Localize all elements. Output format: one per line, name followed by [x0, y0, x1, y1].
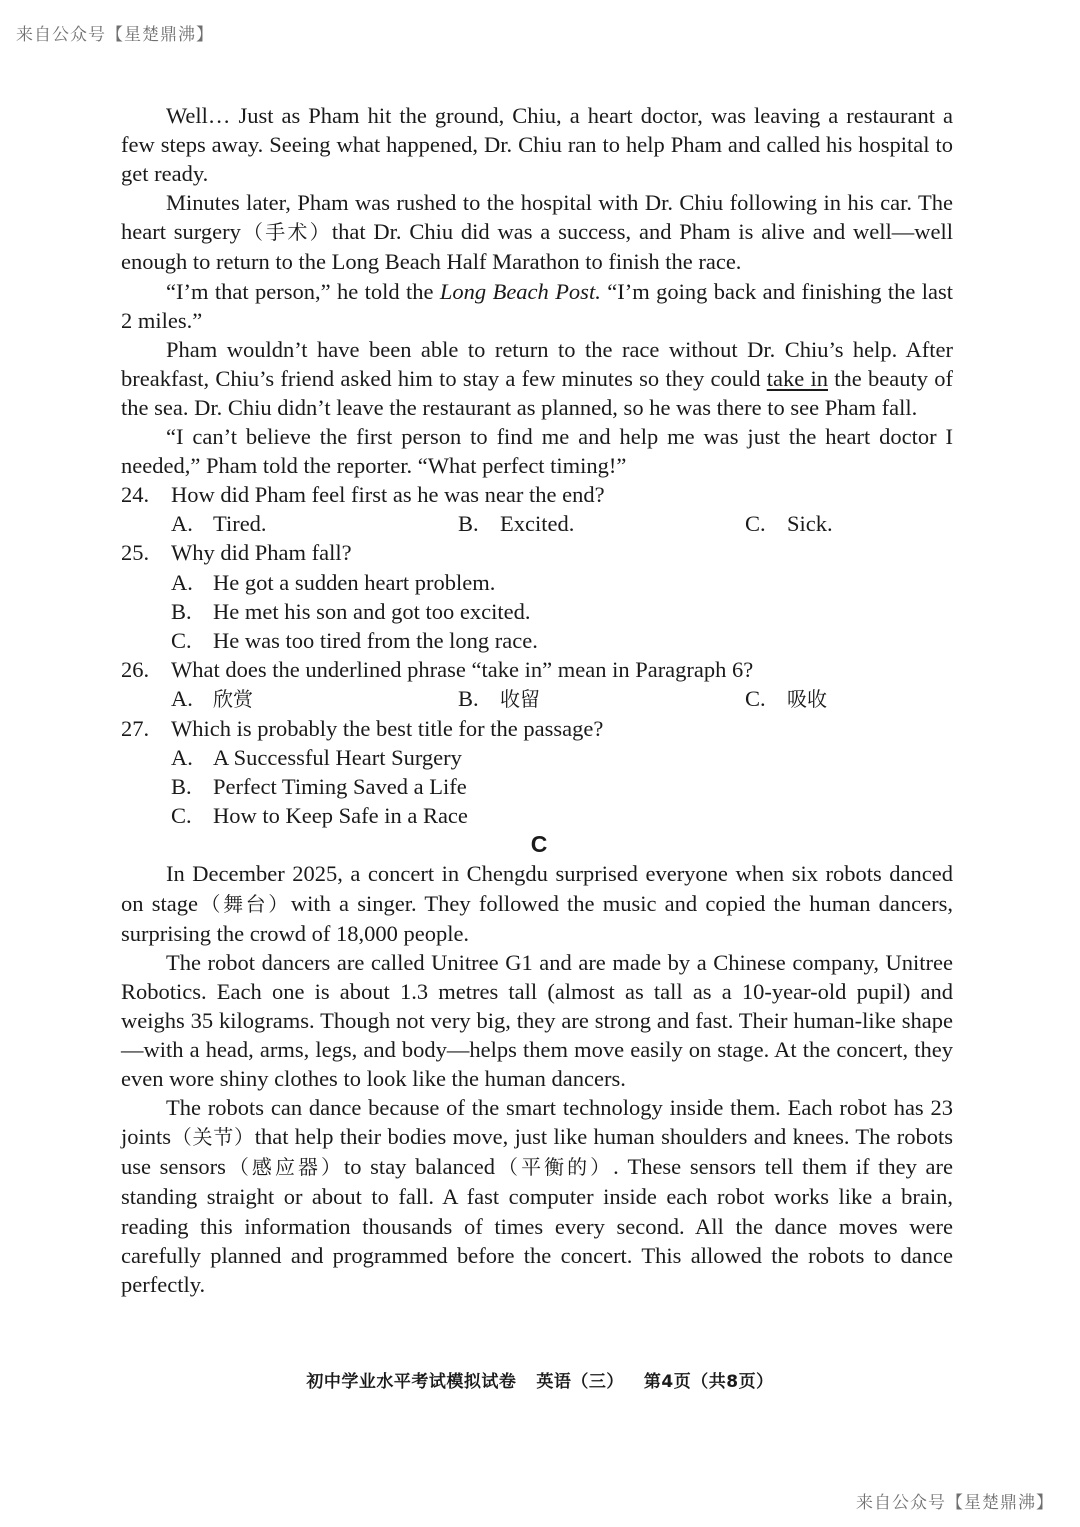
option-c [745, 509, 1032, 538]
question-26-options [171, 684, 953, 714]
option-text: 吸收 [787, 686, 827, 711]
option-letter: A. [171, 685, 193, 711]
passage-c-paragraph-1 [121, 859, 953, 947]
option-a [171, 509, 458, 538]
option-text: 收留 [500, 686, 540, 711]
question-number: 25. [121, 540, 150, 566]
option-a [171, 743, 953, 772]
question-stem: How did Pham feel first as he was near the end? [171, 482, 605, 508]
passage-c-paragraph-3 [121, 1093, 953, 1299]
passage-b-paragraph-2 [121, 188, 953, 276]
passage-b-paragraph-5: “I can’t believe the first person to find me and help me was just the heart doctor I needed,” Pham told the reporter. “What perfect timing!” [121, 424, 953, 479]
footer-page-number: 第4页（共8页） [643, 1372, 774, 1392]
watermark-bottom: 来自公众号【星楚鼎沸】 [856, 1493, 1054, 1513]
option-text: He met his son and got too excited. [213, 598, 531, 624]
footer-subject: 英语（三） [536, 1372, 624, 1392]
question-27 [121, 714, 953, 743]
newspaper-name: Long Beach Post. [439, 278, 601, 304]
option-letter: C. [745, 511, 766, 537]
question-stem: Which is probably the best title for the passage? [171, 715, 604, 741]
option-text: How to Keep Safe in a Race [213, 803, 468, 829]
passage-c-paragraph-1-part-1: In December 2025, a concert in Chengdu surprised everyone when six robots danced on stage [121, 861, 953, 916]
gloss-stage: （舞台） [197, 891, 291, 916]
option-letter: B. [458, 685, 479, 711]
passage-c-paragraph-3-part-1: The robots can dance because of the smart technology inside them. Each robot has 23 joints [121, 1095, 953, 1150]
option-letter: A. [171, 511, 193, 537]
exam-page-content [121, 101, 953, 1299]
gloss-surgery: （手术） [240, 220, 332, 245]
passage-b-paragraph-2-part-2: that Dr. Chiu did was a success, and Pham is alive and well—well enough to return to the Long Beach Half Marathon to finish the race. [121, 219, 954, 275]
option-text: He got a sudden heart problem. [213, 569, 496, 595]
gloss-sensors: （感应器） [225, 1155, 345, 1180]
option-letter: C. [171, 627, 192, 653]
gloss-balanced: （平衡的） [495, 1155, 614, 1180]
passage-b-paragraph-1: Well… Just as Pham hit the ground, Chiu, a heart doctor, was leaving a restaurant a few steps away. Seeing what happened, Dr. Chiu ran to help Pham and called his hospital to get ready. [121, 103, 953, 187]
option-text: Excited. [500, 511, 575, 537]
question-number: 27. [121, 715, 150, 741]
option-b [458, 684, 745, 714]
option-c [171, 626, 953, 655]
option-b [458, 509, 745, 538]
option-c [745, 684, 1032, 714]
gloss-joints: （关节） [171, 1125, 255, 1150]
option-letter: B. [458, 511, 479, 537]
question-stem: Why did Pham fall? [171, 540, 352, 566]
option-a [171, 568, 953, 597]
passage-b-paragraph-4-part-1: Pham wouldn’t have been able to return to the race without Dr. Chiu’s help. After breakfast, Chiu’s friend asked him to stay a few minutes so they could [121, 336, 953, 391]
section-heading: C [530, 831, 548, 858]
option-a [171, 684, 458, 714]
option-text: He was too tired from the long race. [213, 627, 538, 653]
question-24-options [171, 509, 953, 538]
option-letter: B. [171, 774, 192, 800]
option-letter: C. [745, 685, 766, 711]
option-letter: B. [171, 598, 192, 624]
option-letter: C. [171, 803, 192, 829]
passage-b-paragraph-4 [121, 335, 953, 422]
watermark-top: 来自公众号【星楚鼎沸】 [16, 25, 214, 45]
option-text: Perfect Timing Saved a Life [213, 774, 467, 800]
passage-b-paragraph-3 [121, 277, 953, 335]
option-letter: A. [171, 745, 193, 771]
option-b [171, 772, 953, 801]
question-number: 26. [121, 656, 150, 682]
question-26 [121, 655, 953, 684]
option-text: A Successful Heart Surgery [213, 745, 462, 771]
passage-c-paragraph-2: The robot dancers are called Unitree G1 and are made by a Chinese company, Unitree Robotics. Each one is about 1.3 metres tall (almost as tall as a 10-year-old pupil) and weighs 35 kilograms. Though not very big, they are strong and fast. Their human-like shape—with a head, arms, legs, and body—helps them move easily on stage. At the concert, they even wore shiny clothes to look like the human dancers. [121, 949, 953, 1092]
passage-b-paragraph-3-part-2: “I’m going back and finishing the last 2 miles.” [121, 278, 954, 333]
passage-c-paragraph-3-part-3: to stay balanced [344, 1154, 496, 1180]
question-number: 24. [121, 482, 150, 508]
option-c [171, 801, 953, 830]
footer-exam-title: 初中学业水平考试模拟试卷 [306, 1372, 517, 1392]
passage-b-paragraph-4-part-2: the beauty of the sea. Dr. Chiu didn’t leave the restaurant as planned, so he was there to see Pham fall. [121, 365, 954, 420]
option-text: Sick. [787, 511, 833, 537]
passage-c-paragraph-3-part-2: that help their bodies move, just like human shoulders and knees. The robots use sensors [121, 1124, 953, 1180]
passage-c-paragraph-1-part-2: with a singer. They followed the music and copied the human dancers, surprising the crowd of 18,000 people. [121, 890, 954, 946]
option-text: 欣赏 [213, 686, 253, 711]
option-letter: A. [171, 569, 193, 595]
option-text: Tired. [213, 511, 267, 537]
underlined-phrase: take in [766, 365, 828, 391]
passage-b-paragraph-3-part-1: “I’m that person,” he told the [166, 278, 434, 304]
question-stem: What does the underlined phrase “take in” mean in Paragraph 6? [171, 656, 754, 682]
passage-c-paragraph-3-part-4: . These sensors tell them if they are standing straight or about to fall. A fast computer inside each robot works like a brain, reading this information thousands of times every second. All the dance moves were carefully planned and programmed before the concert. This allowed the robots to dance perfectly. [121, 1154, 953, 1297]
question-25 [121, 538, 953, 567]
option-b [171, 597, 953, 626]
page-footer [0, 1367, 1080, 1392]
passage-b-paragraph-2-part-1: Minutes later, Pham was rushed to the hospital with Dr. Chiu following in his car. The heart surgery [121, 190, 953, 245]
question-24 [121, 480, 953, 509]
